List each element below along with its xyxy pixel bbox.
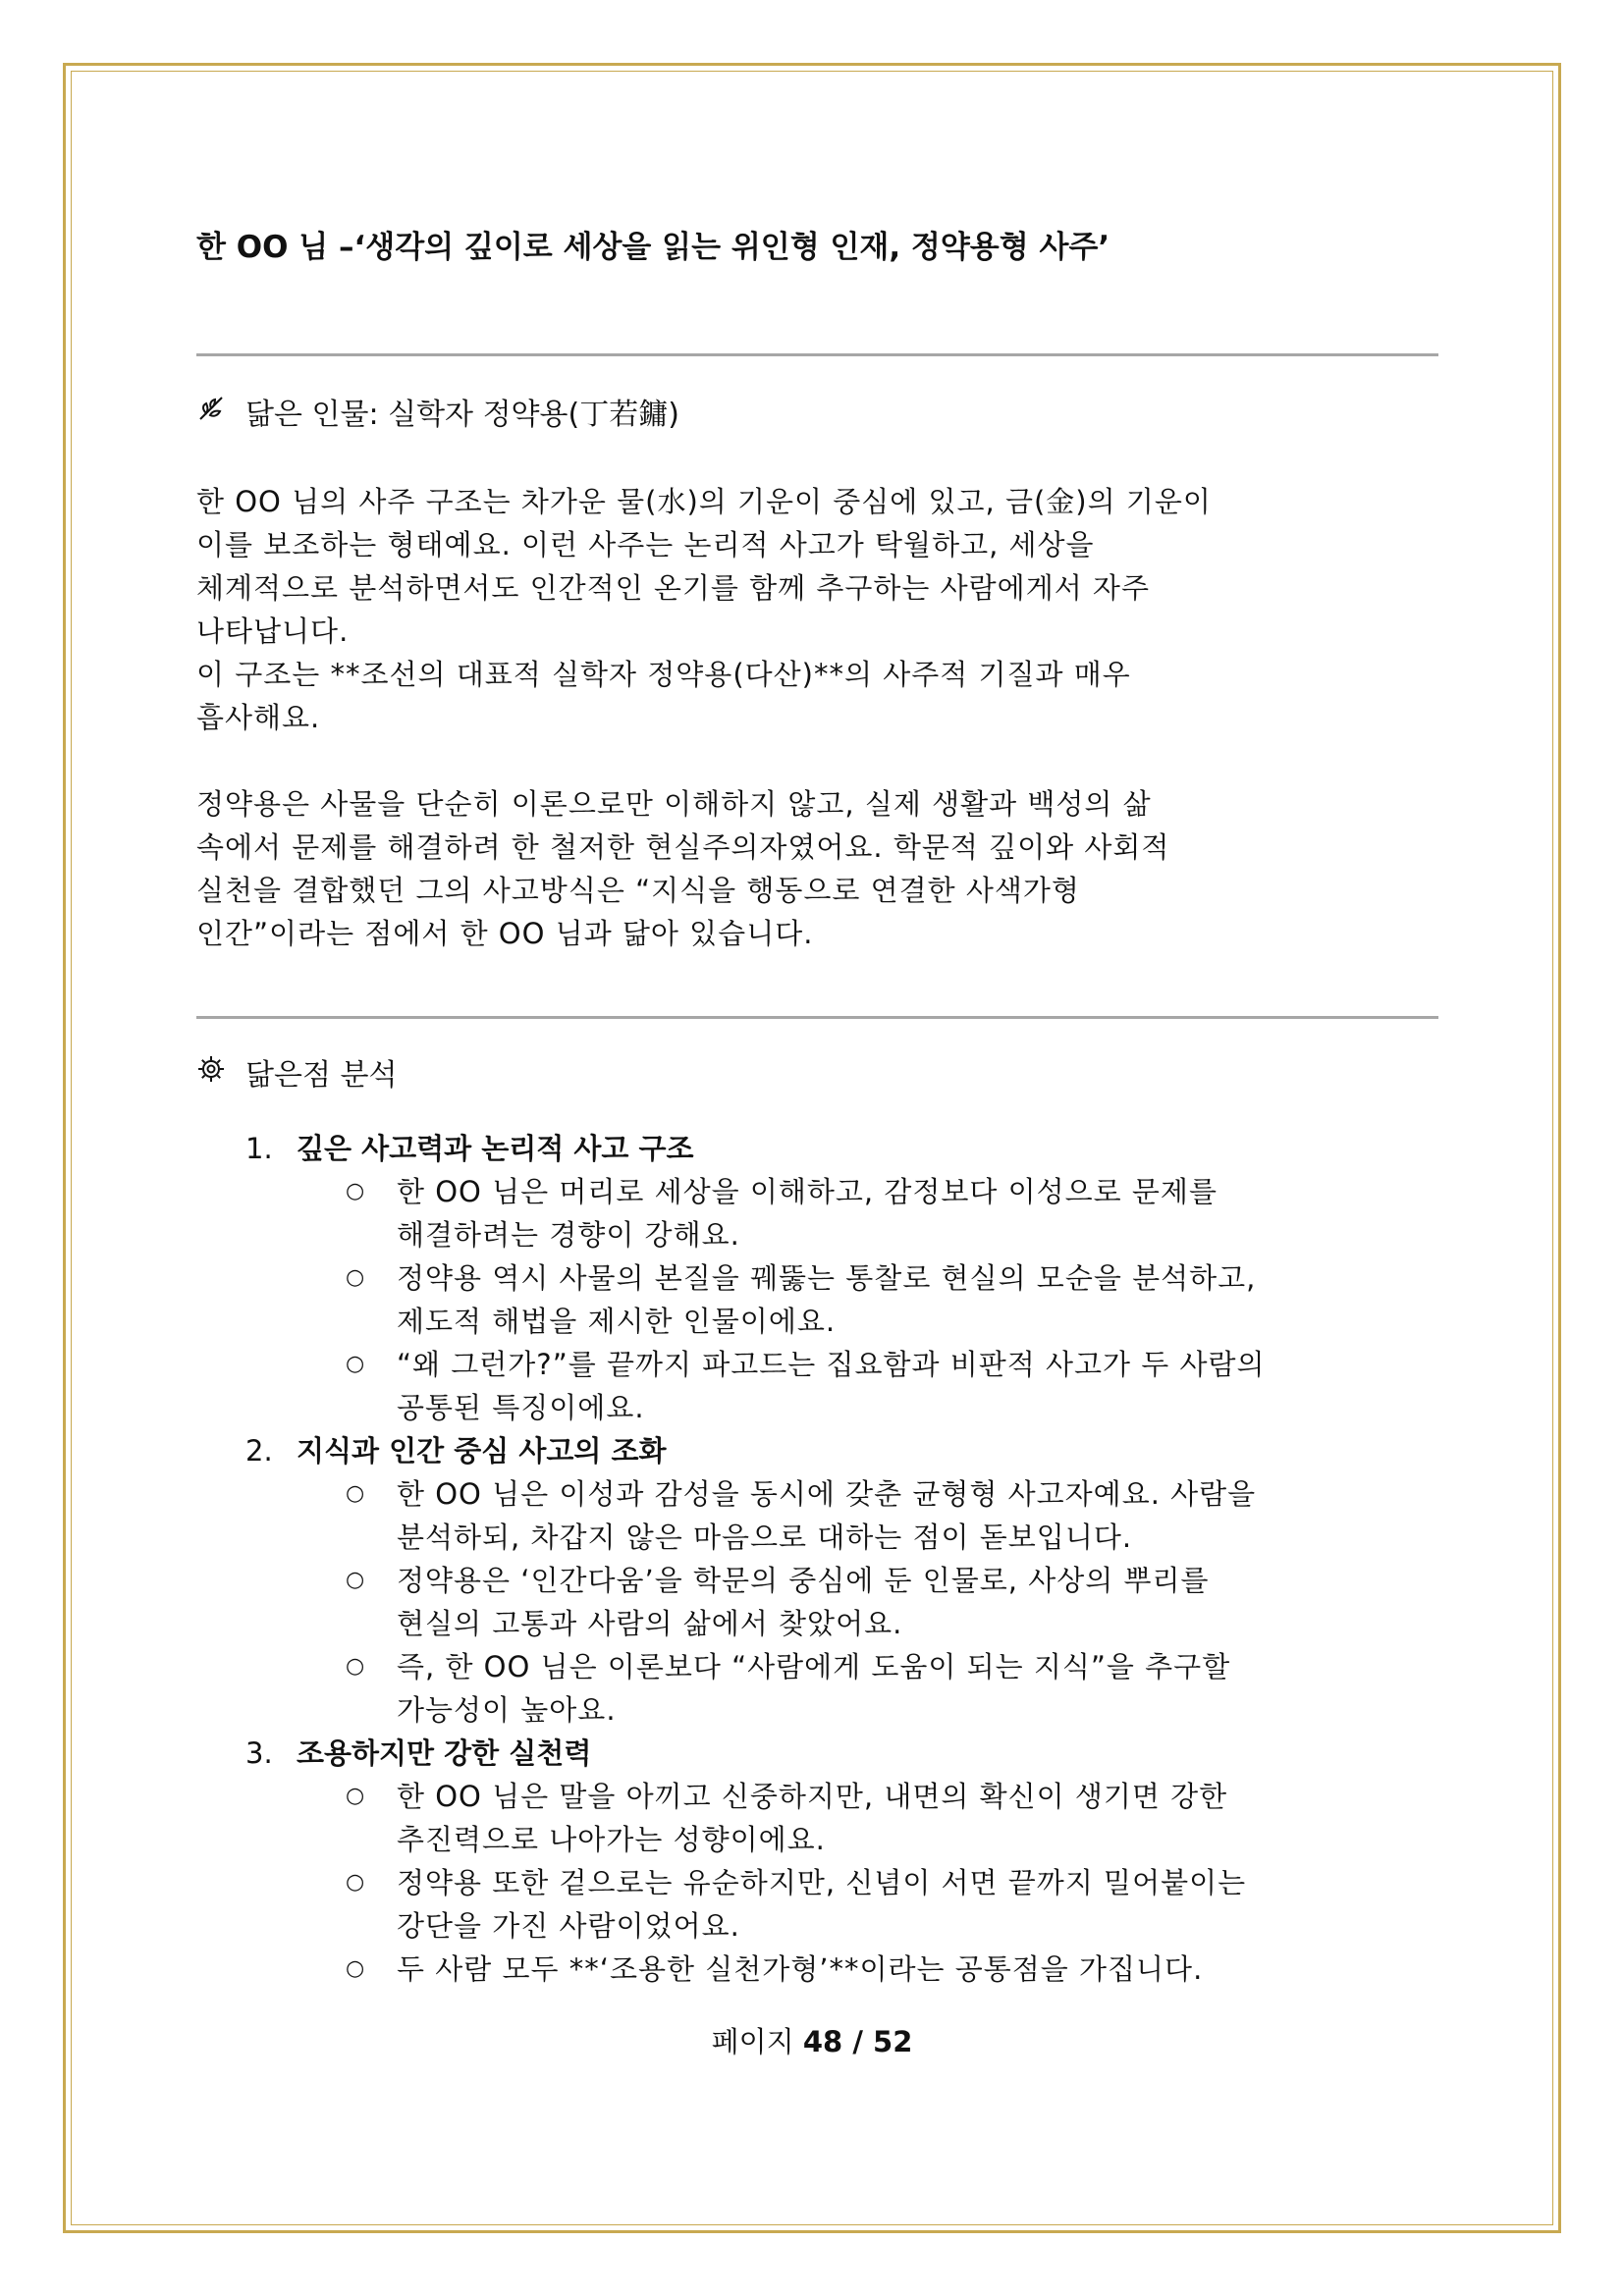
circle-bullet-icon: ○ — [346, 1352, 365, 1376]
paragraph-line: 실천을 결합했던 그의 사고방식은 “지식을 행동으로 연결한 사색가형 — [196, 874, 1080, 907]
bullet-line: 강단을 가진 사람이었어요. — [397, 1909, 740, 1943]
list-item-heading — [245, 1127, 1438, 1170]
circle-bullet-icon: ○ — [346, 1956, 365, 1981]
sub-bullet — [346, 1775, 1438, 1861]
paragraph-line: 나타납니다. — [196, 614, 350, 648]
paragraph-line: 정약용은 사물을 단순히 이론으로만 이해하지 않고, 실제 생활과 백성의 삶 — [196, 787, 1152, 821]
page-current: 48 — [802, 2025, 843, 2058]
page-separator: / — [842, 2025, 874, 2058]
similar-figure-label: 닮은 인물: 실학자 정약용(丁若鏞) — [245, 398, 679, 432]
divider — [196, 353, 1438, 356]
sub-bullet — [346, 1645, 1438, 1732]
bullet-line: 가능성이 높아요. — [397, 1693, 617, 1727]
sub-bullet — [346, 1861, 1438, 1948]
list-item — [245, 1732, 1438, 1991]
bullet-line: “왜 그런가?”를 끝까지 파고드는 집요함과 비판적 사고가 두 사람의 — [397, 1348, 1266, 1381]
list-item-title: 지식과 인간 중심 사고의 조화 — [297, 1434, 667, 1468]
intro-paragraph — [196, 480, 1438, 739]
similar-figure-heading — [196, 394, 1438, 437]
bullet-line: 해결하려는 경향이 강해요. — [397, 1218, 740, 1252]
sub-bullet — [346, 1256, 1438, 1343]
paragraph-line: 속에서 문제를 해결하려 한 철저한 현실주의자였어요. 학문적 깊이와 사회적 — [196, 830, 1170, 864]
list-item-heading — [245, 1429, 1438, 1472]
bullet-line: 한 OO 님은 말을 아끼고 신중하지만, 내면의 확신이 생기면 강한 — [397, 1780, 1228, 1813]
circle-bullet-icon: ○ — [346, 1481, 365, 1506]
bullet-line: 즉, 한 OO 님은 이론보다 “사람에게 도움이 되는 지식”을 추구할 — [397, 1650, 1231, 1683]
list-item-number: 3. — [245, 1736, 273, 1770]
page-total: 52 — [873, 2025, 913, 2058]
circle-bullet-icon: ○ — [346, 1179, 365, 1203]
bullet-line: 한 OO 님은 이성과 감성을 동시에 갖춘 균형형 사고자예요. 사람을 — [397, 1477, 1257, 1511]
list-item-heading — [245, 1732, 1438, 1775]
circle-bullet-icon: ○ — [346, 1654, 365, 1679]
list-item — [245, 1127, 1438, 1429]
paragraph-line: 한 OO 님의 사주 구조는 차가운 물(水)의 기운이 중심에 있고, 금(金)의 기운이 — [196, 485, 1212, 518]
list-item — [245, 1429, 1438, 1732]
paragraph-line: 인간”이라는 점에서 한 OO 님과 닮아 있습니다. — [196, 917, 814, 950]
sub-bullet — [346, 1559, 1438, 1645]
page-footer — [0, 2022, 1624, 2061]
circle-bullet-icon: ○ — [346, 1784, 365, 1808]
paragraph-line: 이 구조는 **조선의 대표적 실학자 정약용(다산)**의 사주적 기질과 매우 — [196, 658, 1131, 691]
bullet-line: 현실의 고통과 사람의 삶에서 찾았어요. — [397, 1607, 903, 1640]
analysis-heading-label: 닮은점 분석 — [245, 1058, 398, 1093]
paragraph-line: 체계적으로 분석하면서도 인간적인 온기를 함께 추구하는 사람에게서 자주 — [196, 571, 1150, 605]
sub-bullet — [346, 1472, 1438, 1559]
list-item-number: 2. — [245, 1434, 273, 1468]
page-content — [196, 226, 1438, 1991]
analysis-list — [196, 1127, 1438, 1991]
bullet-line: 추진력으로 나아가는 성향이에요. — [397, 1823, 826, 1856]
circle-bullet-icon: ○ — [346, 1568, 365, 1592]
list-item-title: 깊은 사고력과 논리적 사고 구조 — [297, 1132, 694, 1165]
second-paragraph — [196, 782, 1438, 955]
paragraph-line: 이를 보조하는 형태예요. 이런 사주는 논리적 사고가 탁월하고, 세상을 — [196, 528, 1095, 561]
bullet-line: 정약용 역시 사물의 본질을 꿰뚫는 통찰로 현실의 모순을 분석하고, — [397, 1261, 1257, 1295]
bullet-line: 한 OO 님은 머리로 세상을 이해하고, 감정보다 이성으로 문제를 — [397, 1175, 1218, 1208]
paragraph-line: 흡사해요. — [196, 701, 321, 734]
bullet-line: 정약용 또한 겉으로는 유순하지만, 신념이 서면 끝까지 밀어붙이는 — [397, 1866, 1247, 1899]
page-label: 페이지 — [711, 2025, 803, 2058]
list-item-number: 1. — [245, 1132, 273, 1165]
gear-icon — [196, 1054, 232, 1097]
leaf-icon — [196, 394, 232, 437]
bullet-line: 공통된 특징이에요. — [397, 1391, 645, 1424]
divider — [196, 1016, 1438, 1019]
bullet-line: 분석하되, 차갑지 않은 마음으로 대하는 점이 돋보입니다. — [397, 1521, 1133, 1554]
bullet-line: 제도적 해법을 제시한 인물이에요. — [397, 1305, 837, 1338]
sub-bullet — [346, 1170, 1438, 1256]
circle-bullet-icon: ○ — [346, 1870, 365, 1895]
page-title: 한 OO 님 –‘생각의 깊이로 세상을 읽는 위인형 인재, 정약용형 사주’ — [196, 230, 1110, 265]
bullet-line: 두 사람 모두 **‘조용한 실천가형’**이라는 공통점을 가집니다. — [397, 1952, 1204, 1986]
analysis-heading — [196, 1054, 1438, 1097]
list-item-title: 조용하지만 강한 실천력 — [297, 1736, 592, 1770]
circle-bullet-icon: ○ — [346, 1265, 365, 1290]
bullet-line: 정약용은 ‘인간다움’을 학문의 중심에 둔 인물로, 사상의 뿌리를 — [397, 1564, 1210, 1597]
sub-bullet — [346, 1343, 1438, 1429]
sub-bullet — [346, 1948, 1438, 1991]
